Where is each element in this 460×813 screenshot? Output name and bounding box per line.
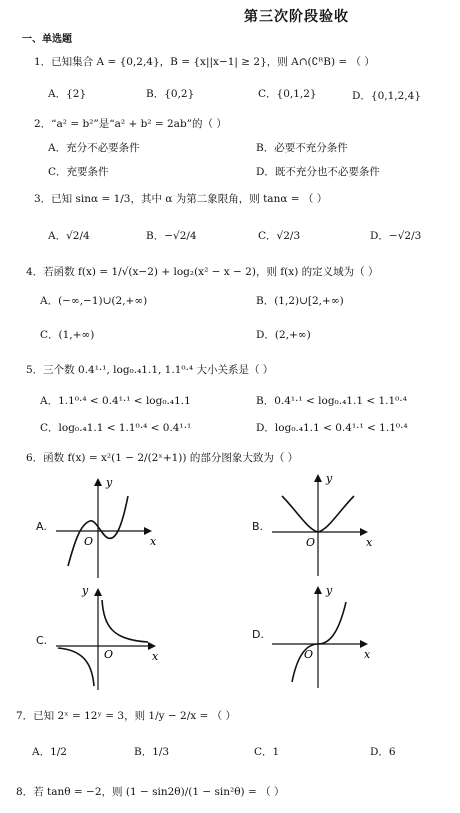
graph-a-x-label: x — [150, 535, 157, 548]
graph-d-x-label: x — [364, 648, 371, 661]
question-1-option-c: C．{0,1,2} — [258, 88, 317, 100]
graph-d — [268, 582, 380, 694]
graph-b-y-label: y — [326, 472, 333, 485]
question-3-option-c: C．√2/3 — [258, 230, 301, 242]
question-1-option-d: D．{0,1,2,4} — [352, 90, 422, 102]
graph-a-label: A. — [36, 520, 47, 533]
question-4-option-b: B．(1,2)∪[2,+∞) — [256, 295, 344, 307]
graph-d-y-label: y — [326, 584, 333, 597]
question-5-option-c: C．log₀.₄1.1 < 1.1⁰·⁴ < 0.4¹·¹ — [40, 422, 192, 434]
graph-c-x-label: x — [152, 650, 159, 663]
graph-d-curve — [292, 602, 346, 682]
section-title: 一、单选题 — [22, 34, 72, 45]
question-3-option-a: A．√2/4 — [48, 230, 90, 242]
question-1-option-b: B．{0,2} — [146, 88, 195, 100]
question-5-option-a: A．1.1⁰·⁴ < 0.4¹·¹ < log₀.₄1.1 — [40, 395, 191, 407]
graph-d-x-arrow — [360, 640, 368, 648]
graph-c-origin: O — [104, 648, 114, 661]
graph-a-x-arrow — [144, 527, 152, 535]
graph-c-x-arrow — [148, 642, 156, 650]
question-8-stem: 8．若 tanθ = −2，则 (1 − sin2θ)/(1 − sin²θ) = （ ） — [16, 786, 285, 798]
question-3-stem: 3．已知 sinα = 1/3，其中 α 为第二象限角，则 tanα = （ ） — [34, 193, 328, 205]
graph-b-x-arrow — [360, 528, 368, 536]
question-2-option-b: B．必要不充分条件 — [256, 142, 348, 154]
question-1-option-a: A．{2} — [48, 88, 87, 100]
question-5-option-b: B．0.4¹·¹ < log₀.₄1.1 < 1.1⁰·⁴ — [256, 395, 407, 407]
graph-b — [268, 470, 380, 582]
question-4-option-c: C．(1,+∞) — [40, 329, 95, 341]
graph-c — [52, 582, 174, 694]
question-1-stem: 1．已知集合 A = {0,2,4}，B = {x||x−1| ≥ 2}，则 A∩(∁ᴿB) = （ ） — [34, 56, 375, 68]
question-2-option-d: D．既不充分也不必要条件 — [256, 166, 380, 178]
question-4-option-d: D．(2,+∞) — [256, 329, 311, 341]
question-3-option-b: B．−√2/4 — [146, 230, 197, 242]
question-4-option-a: A．(−∞,−1)∪(2,+∞) — [40, 295, 148, 307]
graph-d-y-arrow — [314, 586, 322, 594]
graph-d-origin: O — [304, 648, 314, 661]
graph-a-y-label: y — [106, 476, 113, 489]
graph-b-label: B. — [252, 520, 264, 533]
graph-a-origin: O — [84, 535, 94, 548]
question-7-option-b: B．1/3 — [134, 746, 170, 758]
question-7-option-c: C．1 — [254, 746, 280, 758]
graph-b-x-label: x — [366, 536, 373, 549]
question-4-stem: 4．若函数 f(x) = 1/√(x−2) + log₂(x² − x − 2)，则 f(x) 的定义域为（ ） — [26, 266, 379, 278]
question-6-stem: 6．函数 f(x) = x²(1 − 2/(2ˣ+1)) 的部分图象大致为（ ） — [26, 452, 299, 464]
question-2-option-a: A．充分不必要条件 — [48, 142, 140, 154]
question-5-stem: 5．三个数 0.4¹·¹, log₀.₄1.1, 1.1⁰·⁴ 大小关系是（ ） — [26, 364, 274, 376]
question-7-stem: 7．已知 2ˣ = 12ʸ = 3，则 1/y − 2/x = （ ） — [16, 710, 236, 722]
graph-a — [52, 474, 164, 582]
question-5-option-d: D．log₀.₄1.1 < 0.4¹·¹ < 1.1⁰·⁴ — [256, 422, 408, 434]
question-7-option-a: A．1/2 — [32, 746, 67, 758]
question-3-option-d: D．−√2/3 — [370, 230, 422, 242]
page-title: 第三次阶段验收 — [244, 9, 349, 25]
graph-c-curve-right — [102, 600, 148, 642]
graph-c-label: C. — [36, 634, 48, 647]
question-2-option-c: C．充要条件 — [48, 166, 109, 178]
question-7-option-d: D．6 — [370, 746, 396, 758]
graph-b-origin: O — [306, 536, 316, 549]
graph-c-curve-left — [58, 648, 94, 686]
graph-d-label: D. — [252, 628, 264, 641]
graph-c-y-arrow — [94, 588, 102, 596]
graph-b-y-arrow — [314, 474, 322, 482]
graph-a-y-arrow — [94, 478, 102, 486]
graph-c-y-label: y — [82, 584, 89, 597]
question-2-stem: 2．“a² = b²”是“a² + b² = 2ab”的（ ） — [34, 118, 227, 130]
